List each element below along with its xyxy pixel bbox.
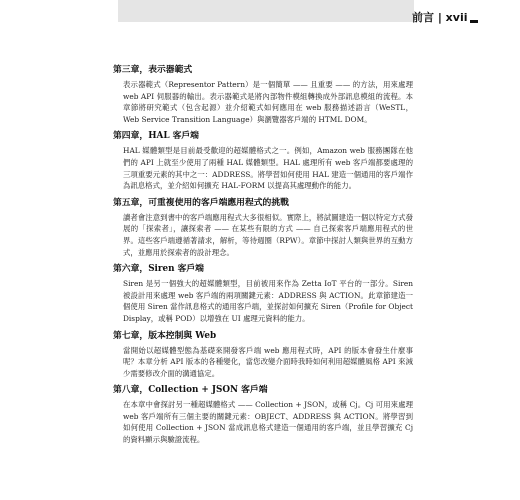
section-chapter-7 [113,330,413,380]
section-heading: 第六章，Siren 客戶端 [113,264,204,275]
section-chapter-8 [113,384,413,445]
page-content [113,64,413,451]
section-heading: 第三章，表示器範式 [113,65,193,75]
page-header-title: 前言 | xvii [412,11,468,24]
header-right [408,0,520,34]
section-body: Siren 是另一個強大的超媒體類型，目前被用來作為 Zetta IoT 平台的一部分。Siren 被設計用來處理 web 客戶端的兩項關鍵元素：ADDRESS 與 ACTION。此章節建造一個使用 Siren 當作訊息格式的通用客戶端，並探討如何擴充 Siren（Profile for Object Display，或稱 POD）以增強在 UI 處理元資料的能力。 [123,279,413,323]
section-heading: 第五章，可重複使用的客戶端應用程式的挑戰 [113,197,289,208]
section-body: 讀者會注意到書中的客戶端應用程式大多很相似。實際上，將試圖建造一個以特定方式發展的「探索者」，讓探索者 —— 在某些有限的方式 —— 自己探索客戶端應用程式的世界。這些客戶端遵循著請求，解析，等待週圈（RPW）。章節中探討人類與世界的互動方式，並應用於探索者的設計理念。 [123,212,413,257]
header-bar [118,0,414,22]
header-marker [470,20,478,23]
page-header [0,0,520,34]
section-heading: 第八章，Collection + JSON 客戶端 [113,385,268,396]
section-chapter-4 [113,130,413,191]
section-chapter-6 [113,263,413,324]
section-body: 當開始以超媒體型態為基礎來開發客戶端 web 應用程式時，API 的版本會發生什麼事呢？本章分析 API 版本的各種變化，當您改變介面時我時如何利用超媒體風格 API 來減少需要修改介面的溝通協定。 [123,345,413,378]
section-heading: 第七章，版本控制與 Web [113,330,217,341]
section-chapter-5 [113,197,413,258]
section-chapter-3 [113,64,413,125]
section-body: HAL 媒體類型是目前最受歡迎的超媒體格式之一。例如，Amazon web 服務團隊在他們的 API 上就至少使用了兩種 HAL 媒體類型。HAL 處理所有 web 客戶端都要處理的三項重要元素的其中之一：ADDRESS。將學習如何使用 HAL 建造一個通用的客戶端作為訊息格式，並介紹如何擴充 HAL-FORM 以提高其處理動作的能力。 [123,146,413,191]
section-body: 在本章中會探討另一種超媒體格式 —— Collection + JSON，或稱 Cj。Cj 可用來處理 web 客戶端所有三個主要的關鍵元素：OBJECT、ADDRESS 與 ACTION。將學習到如何使用 Collection + JSON 當成訊息格式建造一個通用的客戶端，並且學習擴充 Cj 的資料顯示與驗證流程。 [123,400,413,445]
section-body: 表示器範式（Representor Pattern）是一個簡單 —— 且重要 —— 的方法，用來處理 web API 伺服器的輸出。表示器範式是將內部物件模組轉換成外部訊息模組的流程。本章節將研究範式（包含起源）並介紹範式如何應用在 web 服務描述語言（WeSTL，Web Service Transition Language）與瀏覽器客戶端的 HTML DOM。 [123,80,413,124]
section-heading: 第四章，HAL 客戶端 [113,131,199,142]
